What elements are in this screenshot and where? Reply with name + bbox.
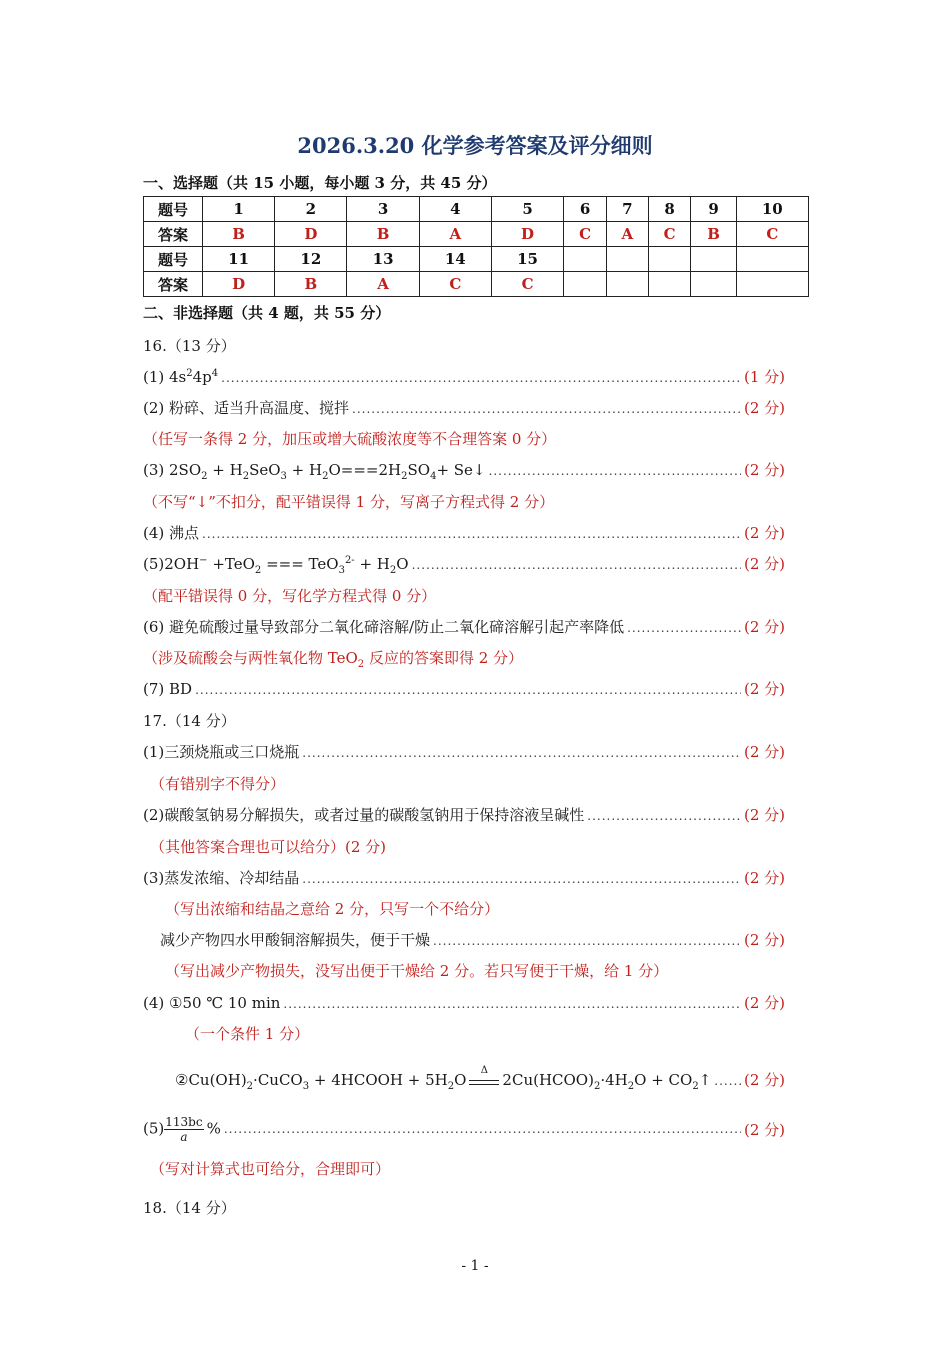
score: (2 分) (743, 869, 785, 887)
answer-cell: B (691, 222, 736, 247)
q17-part5-answer: (5) $\frac{113bc}{a}$ % (143, 1114, 221, 1144)
q16-part1-answer: (1) $4s^24p^4$ (143, 368, 219, 386)
table-row (144, 272, 809, 297)
empty-cell (648, 247, 691, 272)
q16-part4-line (143, 522, 785, 544)
row-label: 题号 (144, 197, 203, 222)
answer-cell: C (736, 222, 808, 247)
dot-leader (221, 371, 741, 385)
q16-part1-line (143, 366, 785, 388)
answer-table (143, 196, 809, 297)
q16-part4-answer: (4) 沸点 (143, 524, 200, 542)
q16-part6-note: （涉及硫酸会与两性氧化物 TeO$_2$ 反应的答案即得 2 分） (143, 649, 524, 670)
q17-part1-line (143, 741, 785, 763)
q17-part4-note: （一个条件 1 分） (185, 1025, 310, 1043)
q17-part2-line (143, 804, 785, 826)
score: (2 分) (743, 680, 785, 698)
q16-heading: 16.（13 分） (143, 337, 236, 355)
score: (1 分) (743, 368, 785, 386)
dot-leader (627, 621, 741, 635)
dot-leader (202, 527, 741, 541)
q16-part5-line (143, 553, 785, 575)
empty-cell (691, 272, 736, 297)
q17-part5-note: （写对计算式也可给分，合理即可） (150, 1160, 391, 1178)
q17-part2-answer: (2)碳酸氢钠易分解损失，或者过量的碳酸氢钠用于保持溶液呈碱性 (143, 806, 585, 824)
q16-part7-answer: (7) BD (143, 680, 193, 698)
question-number: 11 (203, 247, 275, 272)
answer-cell: D (491, 222, 563, 247)
score: (2 分) (743, 806, 785, 824)
question-number: 5 (491, 197, 563, 222)
page-number: - 1 - (461, 1258, 489, 1274)
dot-leader (714, 1074, 741, 1088)
dot-leader (352, 402, 741, 416)
question-number: 7 (606, 197, 648, 222)
q17-part4-answer: (4) ①50 ℃ 10 min (143, 994, 281, 1012)
table-row (144, 222, 809, 247)
dot-leader (224, 1122, 741, 1136)
question-number: 2 (275, 197, 347, 222)
dot-leader (283, 997, 741, 1011)
empty-cell (691, 247, 736, 272)
q16-part2-note: （任写一条得 2 分，加压或增大硫酸浓度等不合理答案 0 分） (143, 430, 557, 448)
question-number: 3 (347, 197, 419, 222)
question-number: 14 (419, 247, 491, 272)
q17-part1-note: （有错别字不得分） (150, 775, 286, 793)
q16-part3-equation: (3) $2SO_2 + H_2SeO_3 + H_2O===2H_2SO_4+$ Se↓ (143, 461, 486, 482)
answer-cell: A (347, 272, 419, 297)
question-number: 13 (347, 247, 419, 272)
section-multiple-choice-heading: 一、选择题（共 15 小题，每小题 3 分，共 45 分） (143, 174, 497, 192)
q17-part1-answer: (1)三颈烧瓶或三口烧瓶 (143, 743, 300, 761)
answer-cell: B (203, 222, 275, 247)
q16-part2-line (143, 397, 785, 419)
answer-cell: B (275, 272, 347, 297)
row-label: 题号 (144, 247, 203, 272)
question-number: 12 (275, 247, 347, 272)
score: (2 分) (743, 524, 785, 542)
question-number: 6 (564, 197, 607, 222)
row-label: 答案 (144, 272, 203, 297)
heating-equals-sign: Δ (469, 1076, 499, 1085)
q17-part4-equation-line (175, 1065, 785, 1092)
q17-part3-line (143, 867, 785, 889)
q17-part2-note: （其他答案合理也可以给分）(2 分) (150, 838, 387, 856)
fraction: $\frac{113bc}{a}$ (165, 1114, 203, 1144)
question-number: 1 (203, 197, 275, 222)
question-number: 4 (419, 197, 491, 222)
dot-leader (433, 934, 741, 948)
dot-leader (587, 809, 741, 823)
empty-cell (606, 272, 648, 297)
q17-part3-answer: (3)蒸发浓缩、冷却结晶 (143, 869, 300, 887)
score: (2 分) (743, 994, 785, 1012)
q17-part4-line (143, 992, 785, 1014)
question-number: 9 (691, 197, 736, 222)
q16-part3-note: （不写“↓”不扣分，配平错误得 1 分，写离子方程式得 2 分） (143, 493, 555, 511)
score: (2 分) (743, 461, 785, 479)
section-non-choice-heading: 二、非选择题（共 4 题，共 55 分） (143, 304, 391, 322)
answer-cell: D (203, 272, 275, 297)
answer-cell: C (564, 222, 607, 247)
question-number: 15 (491, 247, 563, 272)
table-row (144, 197, 809, 222)
answer-cell: A (606, 222, 648, 247)
q16-part7-line (143, 678, 785, 700)
score: (2 分) (743, 618, 785, 636)
q17-part3-note: （写出浓缩和结晶之意给 2 分，只写一个不给分） (165, 900, 500, 918)
q17-part3b-note: （写出减少产物损失，没写出便于干燥给 2 分。若只写便于干燥，给 1 分） (165, 962, 669, 980)
score: (2 分) (743, 555, 785, 573)
q17-part3b-answer: 减少产物四水甲酸铜溶解损失，便于干燥 (160, 931, 431, 949)
page-title: 2026.3.20 化学参考答案及评分细则 (297, 133, 653, 158)
answer-cell: C (419, 272, 491, 297)
dot-leader (489, 464, 741, 478)
dot-leader (412, 558, 741, 572)
q16-part5-equation: (5)2OH− +TeO$_2$ === $TeO_3^{2-} + H_2O$ (143, 555, 409, 576)
answer-cell: C (648, 222, 691, 247)
q16-part6-line (143, 616, 785, 638)
q17-heading: 17.（14 分） (143, 712, 236, 730)
score: (2 分) (743, 1120, 785, 1139)
empty-cell (564, 247, 607, 272)
q17-part4-equation: $②Cu(OH)_2\cdot CuCO_3$ + 4HCOOH + $5H_2O$ Δ $2Cu(HCOO)_2\cdot 4H_2O$ + $CO_2↑$ (175, 1065, 712, 1092)
score: (2 分) (743, 931, 785, 949)
table-row (144, 247, 809, 272)
answer-cell: C (491, 272, 563, 297)
dot-leader (195, 683, 741, 697)
q16-part5-note: （配平错误得 0 分，写化学方程式得 0 分） (143, 587, 437, 605)
empty-cell (648, 272, 691, 297)
empty-cell (564, 272, 607, 297)
question-number: 8 (648, 197, 691, 222)
answer-cell: A (419, 222, 491, 247)
q18-heading: 18.（14 分） (143, 1199, 236, 1217)
q16-part3-line (143, 459, 785, 481)
question-number: 10 (736, 197, 808, 222)
score: (2 分) (743, 743, 785, 761)
row-label: 答案 (144, 222, 203, 247)
empty-cell (736, 247, 808, 272)
q17-part5-line (143, 1112, 785, 1146)
dot-leader (302, 746, 741, 760)
empty-cell (736, 272, 808, 297)
q16-part2-answer: (2) 粉碎、适当升高温度、搅拌 (143, 399, 350, 417)
empty-cell (606, 247, 648, 272)
q16-part6-answer: (6) 避免硫酸过量导致部分二氧化碲溶解/防止二氧化碲溶解引起产率降低 (143, 618, 625, 636)
answer-cell: B (347, 222, 419, 247)
score: (2 分) (743, 399, 785, 417)
answer-cell: D (275, 222, 347, 247)
dot-leader (302, 872, 741, 886)
q17-part3b-line (160, 929, 785, 951)
score: (2 分) (743, 1071, 785, 1089)
